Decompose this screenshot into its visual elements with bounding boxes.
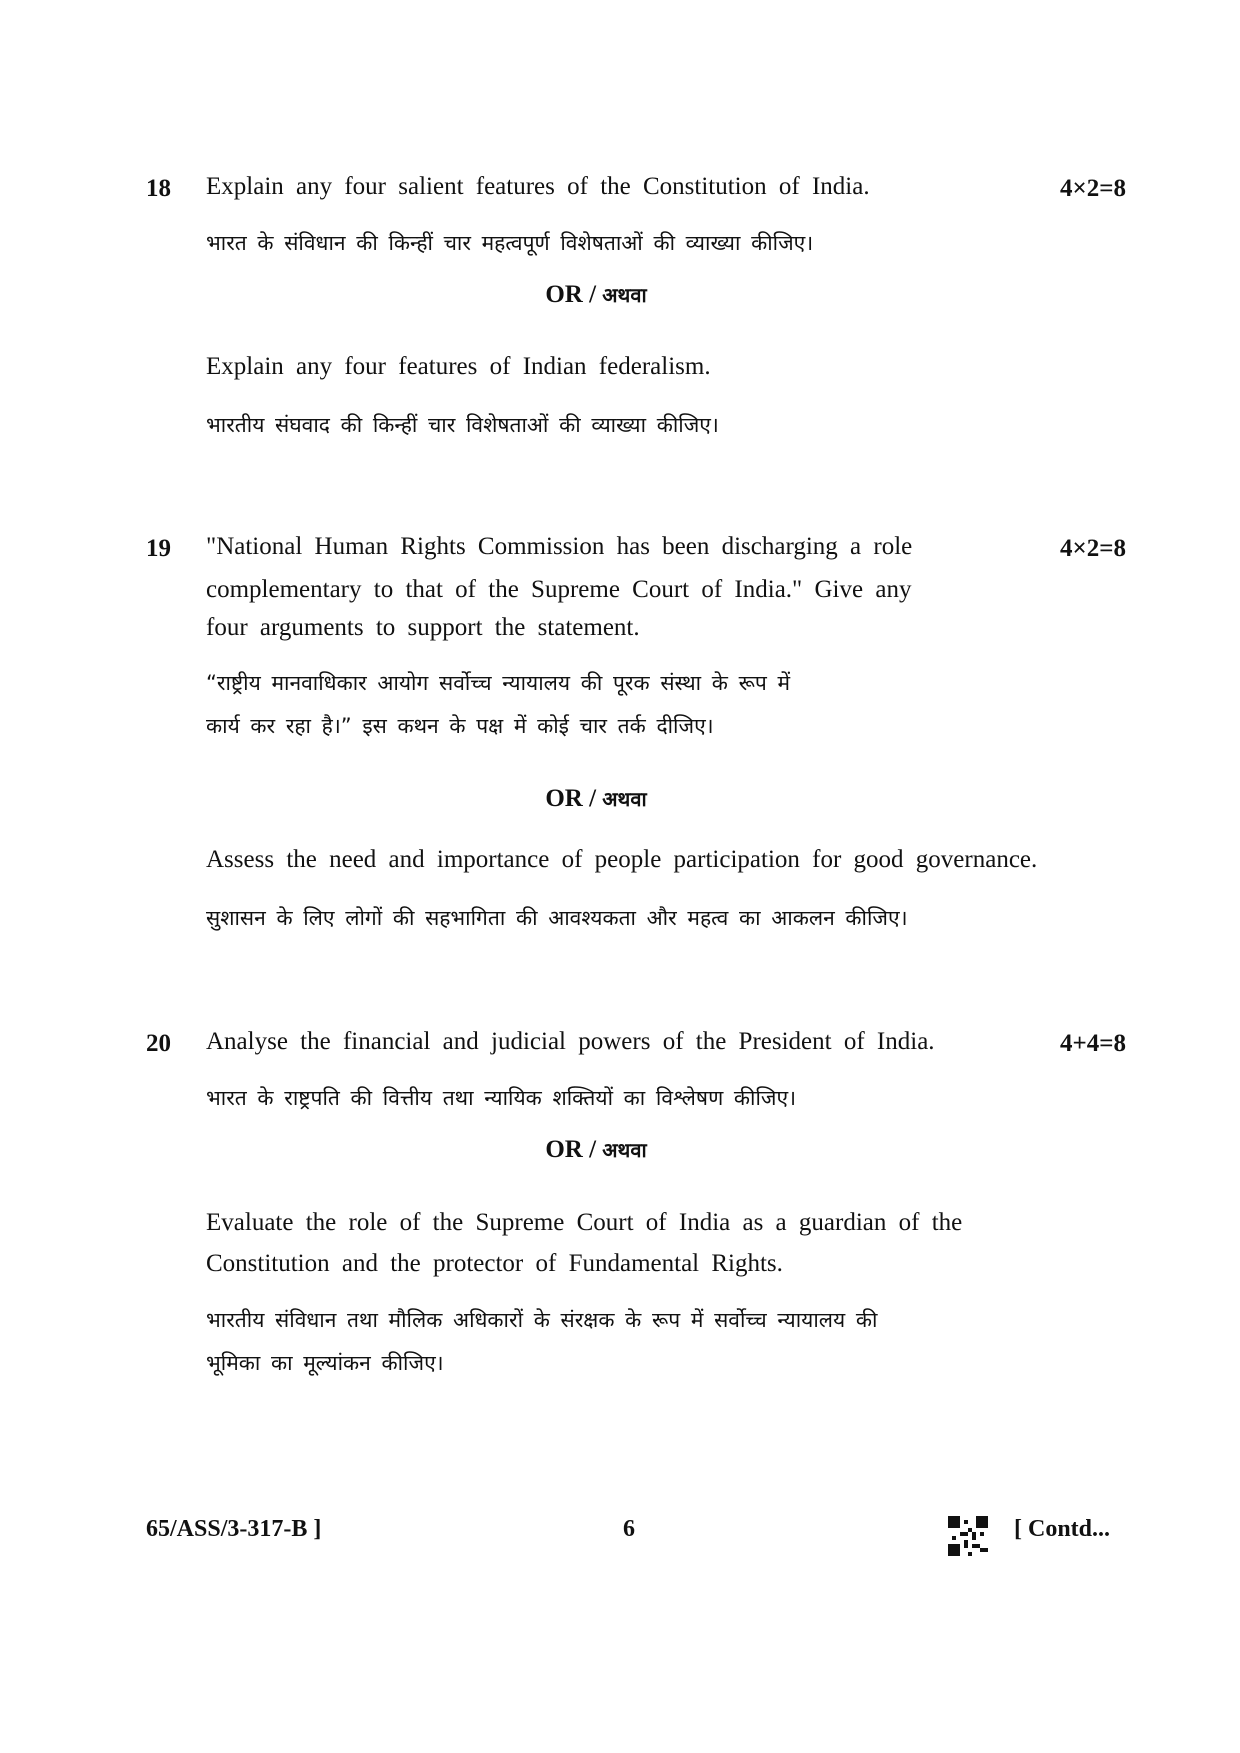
question-text-hindi: भारत के राष्ट्रपति की वित्तीय तथा न्यायिक शक्तियों का विश्लेषण कीजिए। xyxy=(206,1086,797,1110)
alternative-question-hindi-line-2: भूमिका का मूल्यांकन कीजिए। xyxy=(206,1351,444,1375)
or-label-hindi: अथवा xyxy=(602,283,647,307)
alternative-question-hindi: भारतीय संघवाद की किन्हीं चार विशेषताओं की व्याख्या कीजिए। xyxy=(206,413,719,437)
or-label: OR xyxy=(545,1136,583,1163)
alternative-question-english: Explain any four features of Indian federalism. xyxy=(206,353,711,380)
continued-label: [ Contd... xyxy=(1014,1516,1111,1542)
question-number: 19 xyxy=(146,535,171,562)
qr-code-icon xyxy=(948,1516,988,1556)
question-text-hindi-line-2: कार्य कर रहा है।” इस कथन के पक्ष में कोई चार तर्क दीजिए। xyxy=(206,714,714,738)
question-text-hindi-line-1: “राष्ट्रीय मानवाधिकार आयोग सर्वोच्च न्यायालय की पूरक संस्था के रूप में xyxy=(206,671,791,695)
question-number: 20 xyxy=(146,1030,171,1057)
paper-code: 65/ASS/3-317-B ] xyxy=(146,1516,322,1542)
question-text-english-line-2: complementary to that of the Supreme Court of India." Give any xyxy=(206,576,912,603)
question-marks: 4×2=8 xyxy=(1060,535,1126,562)
question-text-english: Explain any four salient features of the Constitution of India. xyxy=(206,173,870,200)
question-text-english-line-1: "National Human Rights Commission has been discharging a role xyxy=(206,533,913,560)
or-separator: OR / अथवा xyxy=(545,1136,647,1163)
or-label: OR xyxy=(545,785,583,812)
question-number: 18 xyxy=(146,175,171,202)
alternative-question-hindi-line-1: भारतीय संविधान तथा मौलिक अधिकारों के संरक्षक के रूप में सर्वोच्च न्यायालय की xyxy=(206,1308,878,1332)
page-number: 6 xyxy=(623,1516,635,1542)
or-separator: OR / अथवा xyxy=(545,281,647,308)
alternative-question-english-line-1: Evaluate the role of the Supreme Court of India as a guardian of the xyxy=(206,1209,963,1236)
question-text-english-line-3: four arguments to support the statement. xyxy=(206,614,640,641)
alternative-question-english: Assess the need and importance of people participation for good governance. xyxy=(206,846,1038,873)
alternative-question-english-line-2: Constitution and the protector of Fundamental Rights. xyxy=(206,1250,783,1277)
or-label-hindi: अथवा xyxy=(602,1138,647,1162)
question-marks: 4×2=8 xyxy=(1060,175,1126,202)
question-text-hindi: भारत के संविधान की किन्हीं चार महत्वपूर्ण विशेषताओं की व्याख्या कीजिए। xyxy=(206,231,814,255)
question-marks: 4+4=8 xyxy=(1060,1030,1126,1057)
question-text-english: Analyse the financial and judicial powers of the President of India. xyxy=(206,1028,935,1055)
or-label: OR xyxy=(545,281,583,308)
or-separator: OR / अथवा xyxy=(545,785,647,812)
alternative-question-hindi: सुशासन के लिए लोगों की सहभागिता की आवश्यकता और महत्व का आकलन कीजिए। xyxy=(206,906,908,930)
or-label-hindi: अथवा xyxy=(602,787,647,811)
